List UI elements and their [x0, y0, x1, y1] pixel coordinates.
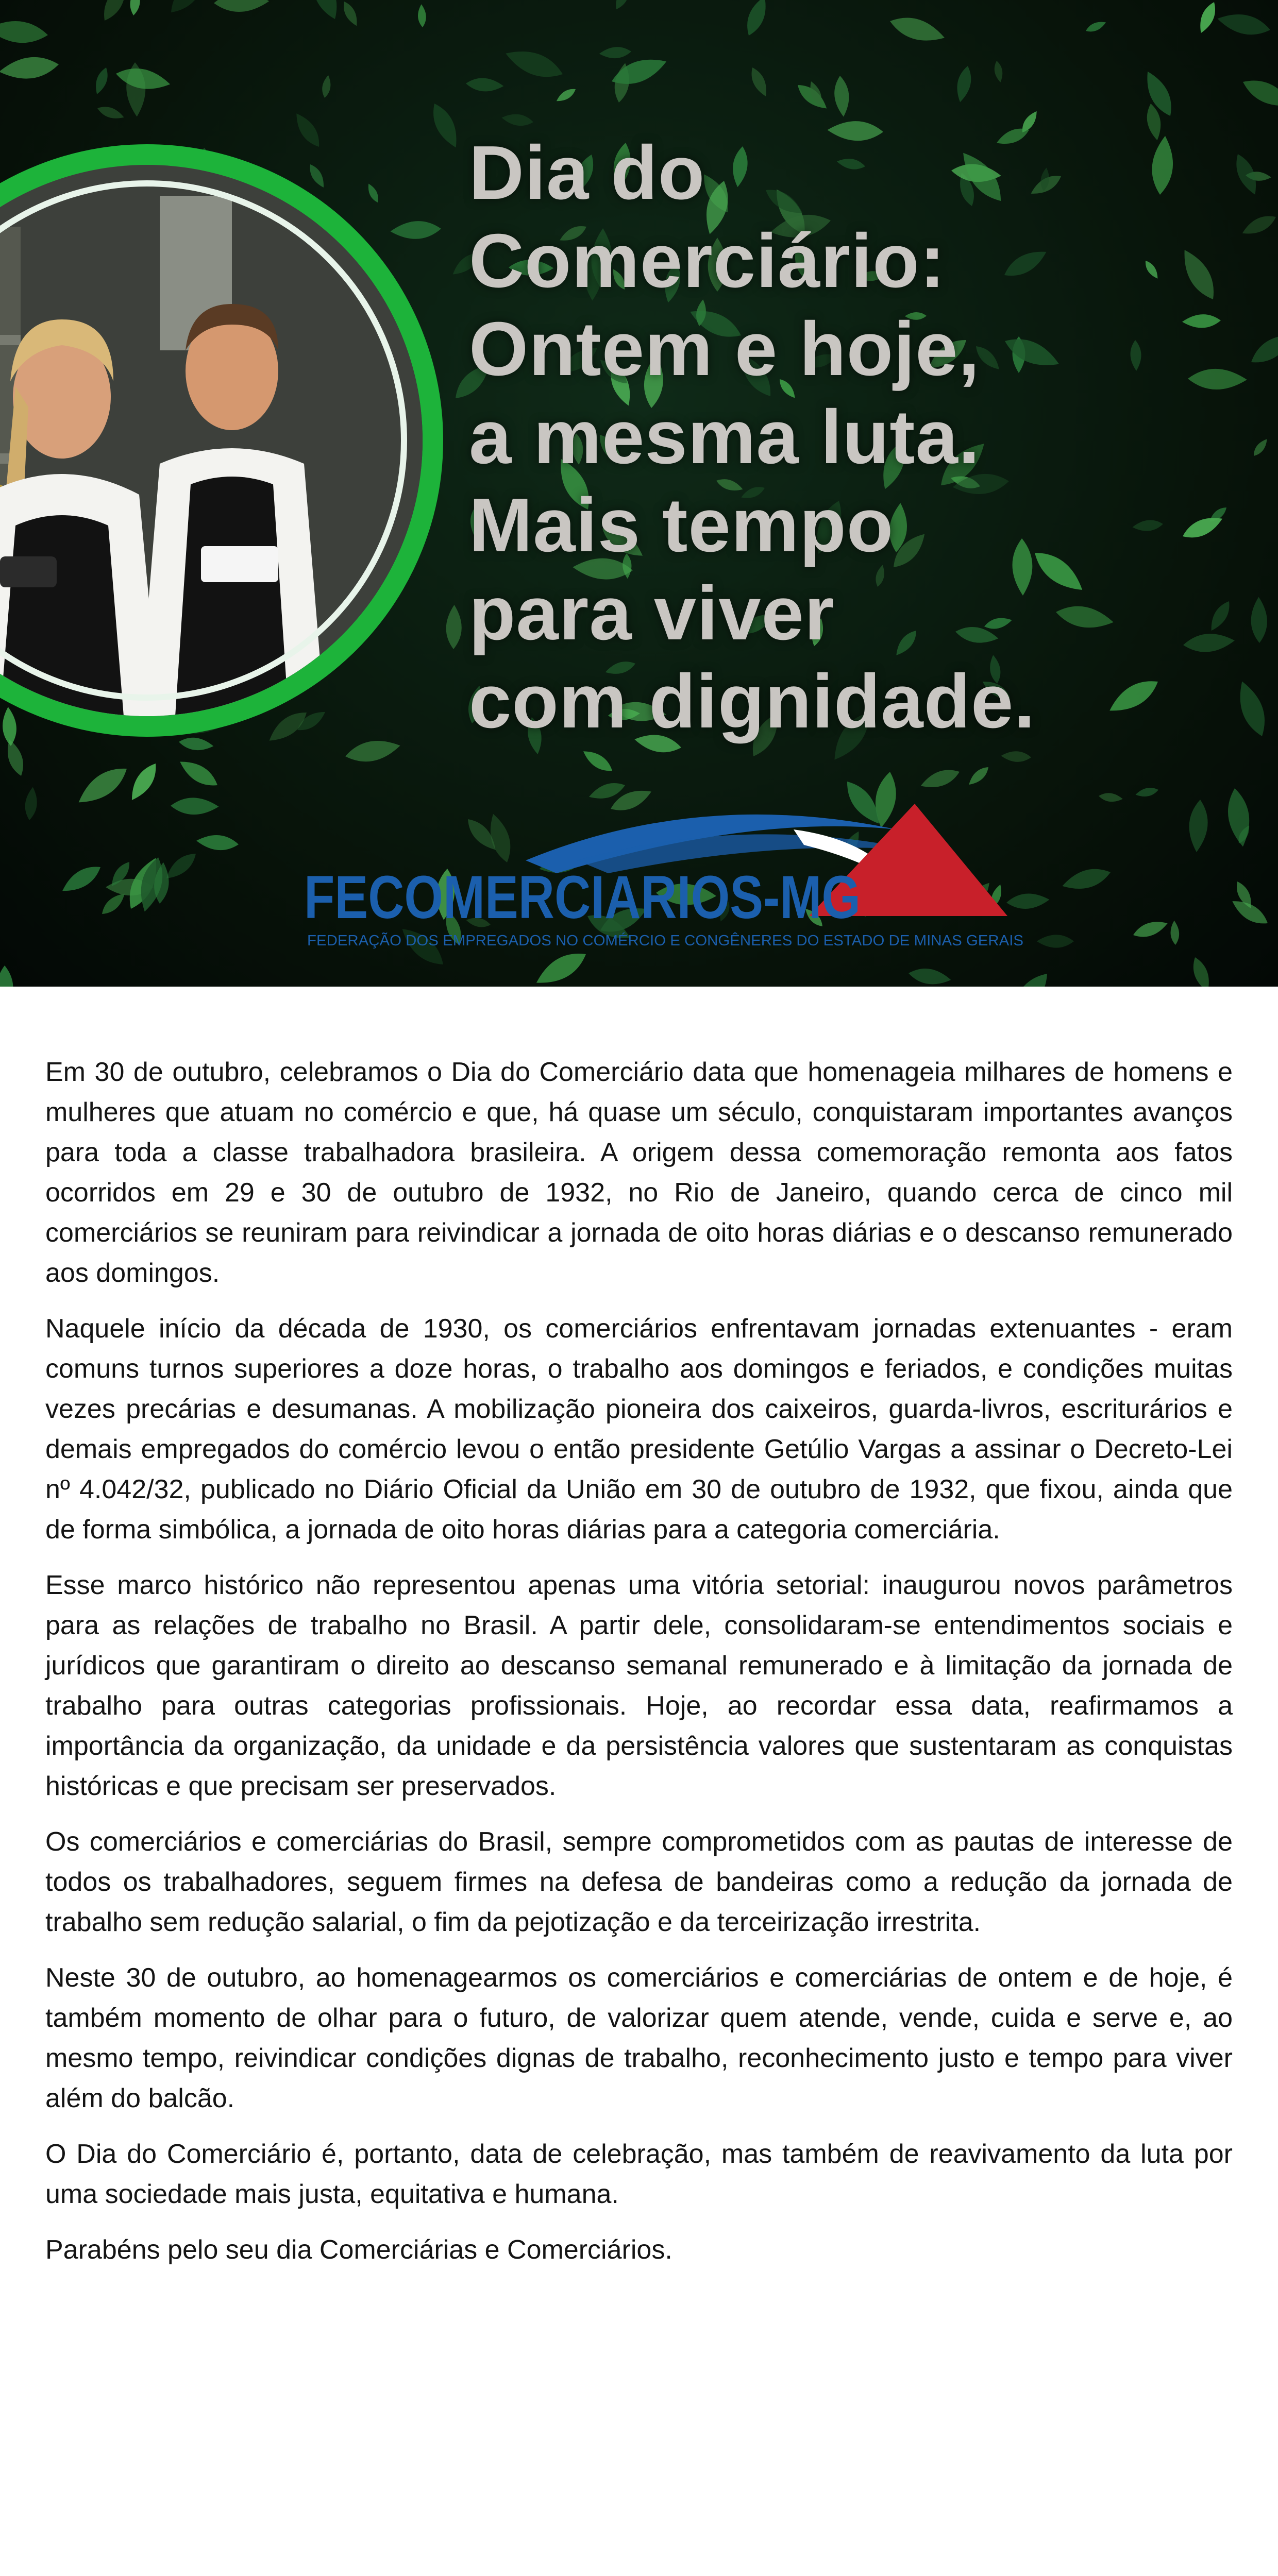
leaf-shape: [321, 75, 332, 99]
leaf-shape: [427, 100, 464, 151]
logo-name: FECOMERCIARIOS-MG: [304, 863, 861, 931]
leaf-shape: [446, 605, 462, 650]
leaf-shape: [1130, 340, 1142, 371]
leaf-shape: [993, 60, 1004, 83]
workers-photo: [0, 144, 443, 737]
leaf-shape: [742, 0, 771, 38]
headline-line: Comerciário:: [469, 218, 946, 303]
leaf-shape: [0, 54, 60, 82]
leaf-shape: [1187, 799, 1209, 853]
leaf-shape: [907, 966, 952, 987]
leaf-shape: [554, 86, 578, 104]
article-paragraph: O Dia do Comerciário é, portanto, data de celebração, mas também de reavivamento da luta por uma sociedade mais justa, equitativa e humana.: [45, 2139, 1233, 2209]
leaf-shape: [171, 798, 219, 815]
leaf-shape: [92, 66, 111, 96]
leaf-shape: [417, 4, 427, 28]
article-paragraph: Esse marco histórico não representou apenas uma vitória setorial: inaugurou novos parâmetros para as relações de trabalho no Brasil. A partir dele, consolidaram-se entendimentos sociais e jurídicos que garantiram o direito ao descanso semanal remunerado e à limitação da jornada de trabalho para outras categorias profissionais. Hoje, ao recordar essa data, reafirmamos a importância da organização, da unidade e da persistência valores que sustentaram as conquistas históricas e que precisam ser preservados.: [45, 1570, 1233, 1801]
leaf-shape: [1233, 678, 1272, 740]
headline-line: com dignidade.: [469, 659, 1036, 744]
headline-line: a mesma luta.: [469, 395, 980, 480]
leaf-shape: [1135, 786, 1159, 799]
leaf-shape: [747, 65, 771, 98]
leaf-shape: [612, 0, 634, 11]
article-paragraph: Em 30 de outubro, celebramos o Dia do Comerciário data que homenageia milhares de homens e mulheres que atuam no comércio e que, há quase um século, conquistaram importantes avanços para toda a classe trabalhadora brasileira. A origem dessa comemoração remonta aos fatos ocorridos em 29 e 30 de outubro de 1932, no Rio de Janeiro, quando cerca de cinco mil comerciários se reuniram para reivindicar a jornada de oito horas diárias e o descanso remunerado aos domingos.: [45, 1057, 1233, 1288]
leaf-shape: [502, 43, 566, 84]
leaf-shape: [580, 746, 615, 775]
leaf-shape: [1182, 632, 1235, 654]
article-paragraph: Neste 30 de outubro, ao homenagearmos os comerciários e comerciárias de ontem e de hoje, é também momento de olhar para o futuro, de valorizar quem atende, vende, cuida e serve e, ao mesmo tempo, reivindicar condições dignas de trabalho, reconhecimento justo e tempo para viver além do balcão.: [45, 1963, 1233, 2113]
leaf-shape: [1247, 327, 1278, 369]
leaf-shape: [465, 77, 504, 93]
article-paragraph: Parabéns pelo seu dia Comerciárias e Comerciários.: [45, 2235, 672, 2265]
leaf-shape: [833, 75, 851, 117]
leaf-shape: [954, 64, 974, 103]
leaf-shape: [1037, 935, 1074, 947]
leaf-shape: [3, 737, 28, 778]
leaf-shape: [291, 110, 325, 151]
leaf-shape: [1084, 19, 1107, 35]
leaf-shape: [1104, 673, 1163, 719]
leaf-shape: [24, 786, 39, 821]
leaf-shape: [58, 860, 105, 897]
footer-logo: [54, 2566, 1224, 2576]
leaf-shape: [1216, 9, 1272, 39]
leaf-shape: [0, 18, 49, 46]
hero-banner: [0, 0, 1278, 987]
leaf-shape: [1170, 920, 1180, 945]
leaf-shape: [196, 834, 239, 852]
leaf-shape: [343, 736, 402, 766]
leaf-shape: [176, 755, 222, 792]
leaf-shape: [1189, 955, 1214, 987]
leaf-shape: [1028, 545, 1088, 598]
leaf-shape: [129, 0, 142, 16]
workers-illustration: [0, 165, 423, 716]
leaf-shape: [1140, 67, 1178, 120]
leaf-shape: [96, 104, 126, 122]
leaf-shape: [1098, 792, 1123, 803]
leaf-shape: [164, 0, 213, 19]
headline-line: para viver: [469, 571, 835, 656]
leaf-shape: [340, 0, 361, 28]
leaf-shape: [1060, 864, 1113, 895]
leaf-shape: [1005, 968, 1054, 987]
article-body: [45, 1052, 1233, 2285]
leaf-shape: [1251, 597, 1268, 643]
article-paragraph: Os comerciários e comerciárias do Brasil, sempre comprometidos com as pautas de interesse de todos os trabalhadores, seguem firmes na defesa de bandeiras como a redução da jornada de trabalho sem redução salarial, o fim da pejotização e da terceirização irrestrita.: [45, 1827, 1233, 1937]
leaf-shape: [1251, 437, 1270, 459]
leaf-shape: [599, 46, 632, 59]
leaf-shape: [98, 0, 132, 24]
leaf-shape: [125, 759, 162, 804]
leaf-shape: [887, 11, 947, 47]
leaf-shape: [1054, 602, 1116, 632]
leaf-shape: [1239, 73, 1278, 113]
leaf-shape: [213, 0, 270, 13]
article-paragraph: Naquele início da década de 1930, os comerciários enfrentavam jornadas extenuantes - eram comuns turnos superiores a doze horas, o trabalho aos domingos e feriados, e condições muitas vezes precárias e desumanas. A mobilização pioneira dos caixeiros, guarda-livros, escriturários e demais empregados do comércio levou o então presidente Getúlio Vargas a assinar o Decreto-Lei nº 4.042/32, publicado no Diário Oficial da União em 30 de outubro de 1932, que fixou, ainda que de forma simbólica, a jornada de oito horas diárias para a categoria comerciária.: [45, 1314, 1233, 1545]
headline: [469, 129, 1035, 745]
leaf-shape: [1188, 368, 1247, 390]
leaf-shape: [1131, 917, 1170, 941]
leaf-shape: [1239, 211, 1278, 240]
leaf-shape: [1142, 259, 1161, 281]
leaf-shape: [1132, 519, 1164, 533]
leaf-shape: [501, 112, 534, 128]
leaf-shape: [305, 0, 344, 23]
logo-subtitle: FEDERAÇÃO DOS EMPREGADOS NO COMÉRCIO E CONGÊNERES DO ESTADO DE MINAS GERAIS: [307, 933, 1014, 949]
leaf-shape: [1150, 135, 1175, 196]
leaf-shape: [1001, 751, 1031, 763]
headline-line: Mais tempo: [469, 483, 894, 568]
headline-line: Ontem e hoje,: [469, 307, 980, 392]
leaf-shape: [1206, 598, 1234, 634]
leaf-shape: [73, 760, 132, 811]
headline-line: Dia do: [469, 130, 705, 215]
leaf-shape: [1176, 245, 1222, 304]
leaf-shape: [1196, 0, 1220, 36]
leaf-shape: [1182, 314, 1221, 329]
leaf-shape: [0, 965, 13, 987]
leaf-shape: [178, 736, 214, 752]
hero-logo: [289, 783, 1041, 958]
